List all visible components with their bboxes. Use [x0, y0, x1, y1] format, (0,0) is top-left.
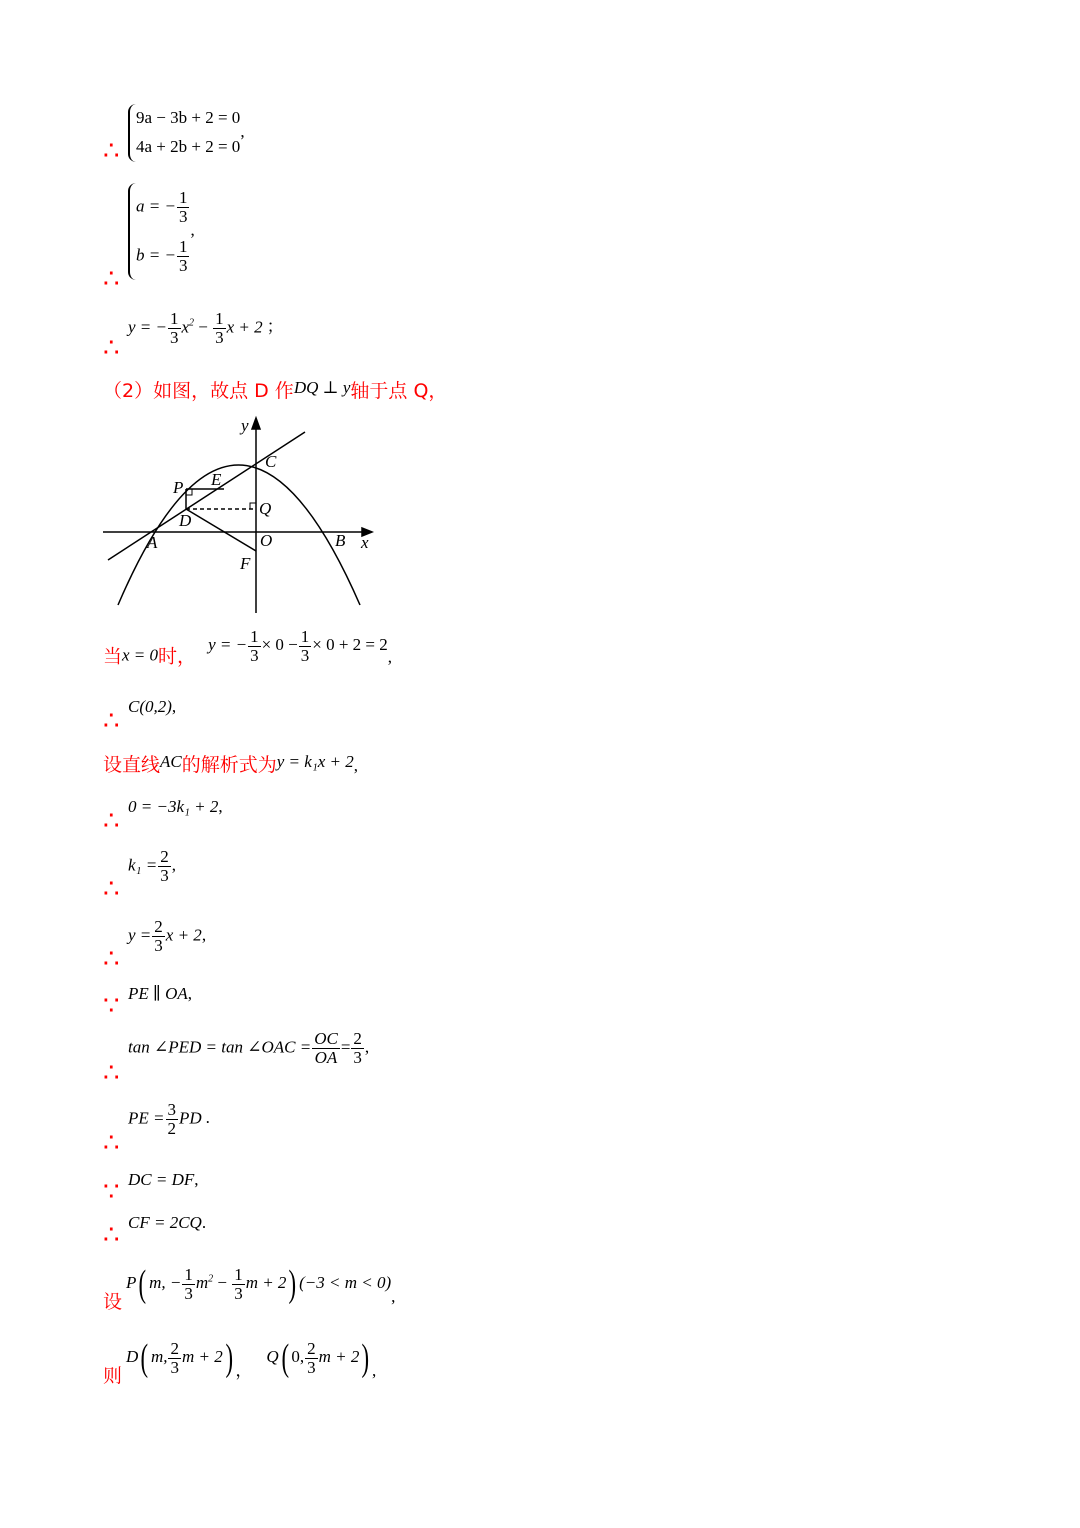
dc-equals-df: DC = DF,	[128, 1170, 199, 1189]
label-p: P	[173, 478, 184, 497]
therefore-symbol: ∴	[103, 264, 120, 293]
label-e: E	[211, 470, 222, 489]
label-f: F	[240, 554, 251, 573]
pe-parallel-oa: PE ∥ OA,	[128, 984, 193, 1003]
label-c: C	[265, 452, 277, 471]
tan-equation: tan ∠PED = tan ∠OAC = $\frac{OC}{OA}$ = $\frac{2}{3}$ ,	[128, 1029, 370, 1067]
label-a: A	[147, 533, 158, 552]
segment-df	[186, 509, 256, 551]
label-b: B	[335, 531, 346, 550]
parabola-figure	[100, 415, 380, 615]
set-point-p: 设 P( m, − $\frac{1}{3}$ $m^2$ − $\frac{1}{3}$ m + 2) (−3 < m < 0),	[103, 1263, 396, 1313]
therefore-symbol: ∴	[103, 944, 120, 973]
therefore-symbol: ∴	[103, 1128, 120, 1157]
label-o: O	[260, 531, 273, 550]
therefore-symbol: ∴	[103, 333, 120, 362]
therefore-symbol: ∴	[103, 1058, 120, 1087]
therefore-symbol: ∴	[103, 136, 120, 165]
y-axis-arrow	[252, 418, 260, 429]
eq-zero: 0 = −3k₁ + 2,	[128, 797, 223, 816]
parabola-equation: y = − $\frac{1}{3}$ $x^2$ − $\frac{1}{3}$ x + 2 ；	[128, 309, 284, 347]
therefore-symbol: ∴	[103, 706, 120, 735]
therefore-symbol: ∴	[103, 806, 120, 835]
label-q: Q	[259, 499, 272, 518]
therefore-symbol: ∴	[103, 1220, 120, 1249]
solution-system: a = − $\frac{1}{3}$ b = − $\frac{1}{3}$ ,	[128, 183, 195, 280]
label-d: D	[179, 511, 192, 530]
pe-pd-relation: PE = $\frac{3}{2}$ PD .	[128, 1100, 210, 1138]
points-d-q: 则 D( m, $\frac{2}{3}$ m + 2) ， Q( 0, $\frac{2}{3}$ m + 2) ,	[103, 1337, 377, 1387]
equation-system-1: 9a − 3b + 2 = 0 4a + 2b + 2 = 0 ,	[128, 104, 245, 162]
label-x: x	[361, 533, 369, 552]
when-x-zero: 当x = 0时， y = − $\frac{1}{3}$ × 0 − $\frac{1}{3}$ × 0 + 2 = 2,	[103, 627, 393, 668]
because-symbol: ∵	[103, 1177, 120, 1206]
system-row: 9a − 3b + 2 = 0	[136, 108, 241, 127]
k1-value: k₁ = $\frac{2}{3}$ ,	[128, 847, 176, 885]
right-angle-q	[250, 503, 256, 509]
line-ac-equation: y = $\frac{2}{3}$ x + 2,	[128, 917, 207, 955]
part2-heading: （2）如图，故点 D 作DQ ⊥ y轴于点 Q，	[103, 378, 448, 402]
label-y: y	[241, 416, 249, 435]
set-line-ac: 设直线AC的解析式为y = k₁x + 2,	[103, 752, 359, 776]
system-row: 4a + 2b + 2 = 0	[136, 136, 241, 156]
therefore-symbol: ∴	[103, 874, 120, 903]
because-symbol: ∵	[103, 991, 120, 1020]
point-c: C(0,2),	[128, 697, 177, 716]
cf-equals-2cq: CF = 2CQ.	[128, 1213, 207, 1232]
